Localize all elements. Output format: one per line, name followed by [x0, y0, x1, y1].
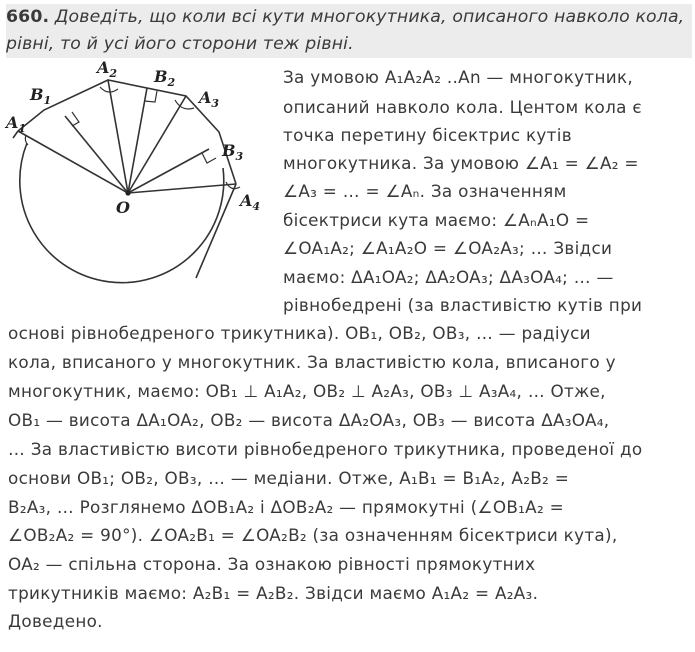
tangent-extension-right: [196, 184, 236, 278]
solution-line: кола, вписаного у многокутник. За властивістю кола, вписаного у: [8, 352, 616, 372]
circle-polygon-diagram: [4, 56, 276, 294]
solution-line: ∠OA₁A₂; ∠A₁A₂O = ∠OA₂A₃; … Звідси: [283, 238, 613, 258]
solution-line: основи OB₁; OB₂, OB₃, … — медіани. Отже, A₁B₁ = B₁A₂, A₂B₂ =: [8, 468, 570, 488]
label-a4: $A_4$: [240, 191, 261, 213]
solution-line: маємо: ΔA₁OA₂; ΔA₂OA₃; ΔA₃OA₄; … —: [283, 267, 614, 287]
right-angle-b3: [202, 153, 216, 163]
solution-line: трикутників маємо: A₂B₁ = A₂B₂. Звідси маємо A₁A₂ = A₂A₃.: [8, 583, 539, 603]
solution-line: основі рівнобедреного трикутника). OB₁, OB₂, OB₃, … — радіуси: [8, 323, 591, 343]
solution-line: многокутник, маємо: OB₁ ⊥ A₁A₂, OB₂ ⊥ A₂A₃, OB₃ ⊥ A₃A₄, … Отже,: [8, 381, 606, 401]
solution-line: ∠OB₂A₂ = 90°). ∠OA₂B₁ = ∠OA₂B₂ (за означенням бісектриси кута),: [8, 525, 618, 545]
tangent-extension-left: [13, 131, 18, 138]
geometry-figure: [4, 56, 276, 294]
segment-o-a2: [108, 80, 128, 193]
label-b1: $B_1$: [30, 85, 52, 107]
center-point: [125, 190, 130, 195]
label-a1: $A_1$: [6, 113, 27, 135]
solution-line: OA₂ — спільна сторона. За ознакою рівності прямокутних: [8, 554, 536, 574]
solution-line: описаний навколо кола. Центом кола є: [283, 97, 642, 117]
label-a2: $A_2$: [97, 58, 118, 80]
solution-line: точка перетину бісектрис кутів: [283, 125, 572, 145]
segment-o-b3: [128, 149, 209, 193]
right-angle-b1: [72, 112, 79, 126]
problem-header: [6, 4, 692, 58]
label-a3: $A_3$: [199, 88, 220, 110]
solution-line: многокутника. За умовою ∠A₁ = ∠A₂ =: [283, 153, 639, 173]
segment-o-a4: [128, 184, 236, 193]
label-b2: $B_2$: [154, 67, 176, 89]
label-o: O: [116, 198, 130, 217]
solution-line: рівнобедрені (за властивістю кутів при: [283, 295, 643, 315]
solution-line: B₂A₃, … Розглянемо ΔOB₁A₂ і ΔOB₂A₂ — прямокутні (∠OB₁A₂ =: [8, 497, 564, 517]
segment-o-a1: [18, 131, 128, 193]
solution-line: … За властивістю висоти рівнобедреного трикутника, проведеної до: [8, 439, 643, 459]
segment-o-b1: [65, 116, 128, 193]
problem-number: 660.: [6, 7, 50, 27]
solution-line: За умовою A₁A₂A₂ ..An — многокутник,: [283, 67, 634, 87]
solution-line: OB₁ — висота ΔA₁OA₂, OB₂ — висота ΔA₂OA₃, OB₃ — висота ΔA₃OA₄,: [8, 410, 610, 430]
solution-line: бісектриси кута маємо: ∠AₙA₁O =: [283, 210, 590, 230]
angle-arc-a4: [226, 182, 240, 189]
problem-statement: Доведіть, що коли всі кути многокутника, описаного навколо кола, рівні, то й усі його сторони теж рівні.: [6, 7, 685, 54]
solution-line: Доведено.: [8, 611, 103, 631]
label-b3: $B_3$: [222, 141, 244, 163]
solution-line: ∠A₃ = … = ∠Aₙ. За означенням: [283, 181, 567, 201]
